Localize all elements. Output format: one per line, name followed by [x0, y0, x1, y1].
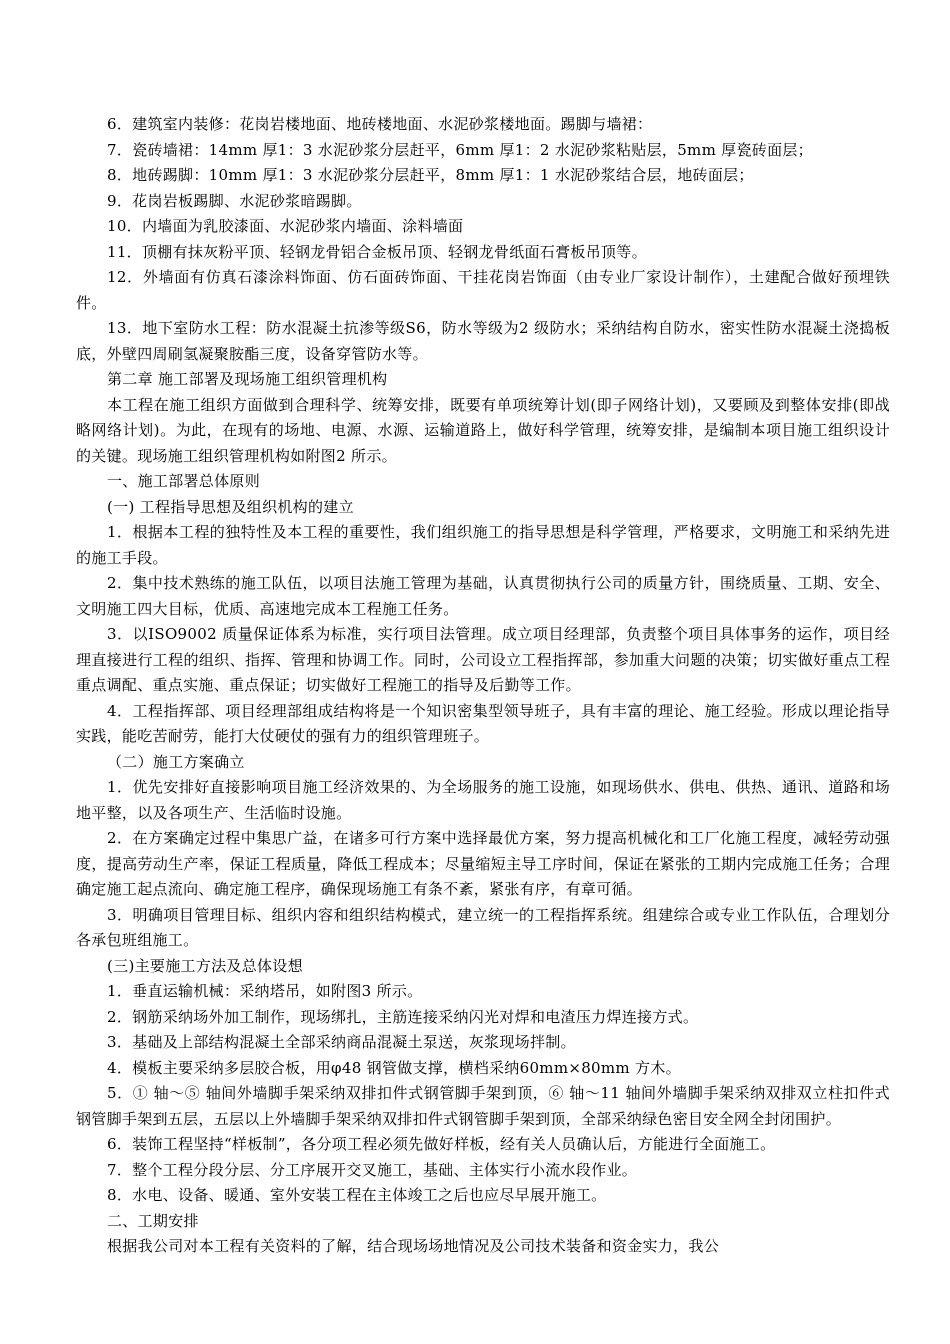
subsection-heading-1: (一) 工程指导思想及组织机构的建立 [107, 497, 354, 516]
list-item: 8．水电、设备、暖通、室外安装工程在主体竣工之后也应尽早展开施工。 [107, 1186, 607, 1204]
chapter-heading: 第二章 施工部署及现场施工组织管理机构 [107, 370, 388, 388]
list-item: 1．根据本工程的独特性及本工程的重要性，我们组织施工的指导思想是科学管理，严格要求，文明施工和采纳先进的施工手段。 [76, 523, 890, 567]
closing-paragraph: 根据我公司对本工程有关资料的了解，结合现场场地情况及公司技术装备和资金实力，我公 [107, 1237, 720, 1255]
list-item: 3．以ISO9002 质量保证体系为标准，实行项目法管理。成立项目经理部，负责整个项目具体事务的运作，项目经理直接进行工程的组织、指挥、管理和协调工作。同时，公司设立工程指挥部，参加重大问题的决策；切实做好重点工程重点调配、重点实施、重点保证；切实做好工程施工的指导及后勤等工作。 [76, 625, 890, 694]
paragraph-10: 10．内墙面为乳胶漆面、水泥砂浆内墙面、涂料墙面 [107, 217, 464, 235]
paragraph-7: 7．瓷砖墙裙：14mm 厚1：3 水泥砂浆分层赶平，6mm 厚1：2 水泥砂浆粘贴层，5mm 厚瓷砖面层； [107, 140, 813, 159]
paragraph-8: 8．地砖踢脚：10mm 厚1：3 水泥砂浆分层赶平，8mm 厚1：1 水泥砂浆结合层，地砖面层； [107, 166, 754, 184]
paragraph-11: 11．顶棚有抹灰粉平顶、轻钢龙骨铝合金板吊顶、轻钢龙骨纸面石膏板吊顶等。 [107, 242, 647, 261]
paragraph-9: 9．花岗岩板踢脚、水泥砂浆暗踢脚。 [107, 191, 362, 210]
section-heading-2: 二、工期安排 [107, 1211, 199, 1230]
subsection-heading-2: （二）施工方案确立 [107, 752, 245, 771]
chapter-intro: 本工程在施工组织方面做到合理科学、统筹安排，既要有单项统筹计划(即子网络计划)，又要顾及到整体安排(即战略网络计划)。为此，在现有的场地、电源、水源、运输道路上，做好科学管理，统筹安排，是编制本项目施工组织设计的关键。现场施工组织管理机构如附图2 所示。 [76, 395, 890, 465]
list-item: 1．垂直运输机械：采纳塔吊，如附图3 所示。 [107, 982, 423, 1000]
list-item: 3．基础及上部结构混凝土全部采纳商品混凝土泵送，灰浆现场拌制。 [107, 1033, 576, 1051]
list-item: 3．明确项目管理目标、组织内容和组织结构模式，建立统一的工程指挥系统。组建综合或专业工作队伍，合理划分各承包班组施工。 [76, 905, 890, 949]
list-item: 5．① 轴～⑤ 轴间外墙脚手架采纳双排扣件式钢管脚手架到顶，⑥ 轴～11 轴间外墙脚手架采纳双排双立柱扣件式钢管脚手架到五层，五层以上外墙脚手架采纳双排扣件式钢管脚手架到顶，全部采纳绿色密目安全网全封闭围护。 [76, 1084, 890, 1128]
section-heading-1: 一、施工部署总体原则 [107, 472, 261, 490]
list-item: 4．工程指挥部、项目经理部组成结构将是一个知识密集型领导班子，具有丰富的理论、施工经验。形成以理论指导实践，能吃苦耐劳，能打大仗硬仗的强有力的组织管理班子。 [76, 701, 890, 745]
list-item: 7．整个工程分段分层、分工序展开交叉施工，基础、主体实行小流水段作业。 [107, 1160, 638, 1179]
list-item: 1．优先安排好直接影响项目施工经济效果的、为全场服务的施工设施，如现场供水、供电、供热、通讯、道路和场地平整，以及各项生产、生活临时设施。 [76, 778, 890, 822]
list-item: 2．钢筋采纳场外加工制作，现场绑扎，主筋连接采纳闪光对焊和电渣压力焊连接方式。 [107, 1007, 699, 1026]
paragraph-12: 12．外墙面有仿真石漆涂料饰面、仿石面砖饰面、干挂花岗岩饰面（由专业厂家设计制作），土建配合做好预埋铁件。 [76, 268, 890, 312]
paragraph-6: 6．建筑室内装修：花岗岩楼地面、地砖楼地面、水泥砂浆楼地面。踢脚与墙裙： [107, 115, 653, 133]
list-item: 4．模板主要采纳多层胶合板，用φ48 钢管做支撑，横档采纳60mm×80mm 方木。 [107, 1058, 681, 1077]
list-item: 6．装饰工程坚持“样板制”，各分项工程必须先做好样板，经有关人员确认后，方能进行全面施工。 [107, 1135, 776, 1153]
subsection-heading-3: (三)主要施工方法及总体设想 [107, 956, 303, 975]
list-item: 2．在方案确定过程中集思广益，在诸多可行方案中选择最优方案，努力提高机械化和工厂化施工程度，减轻劳动强度，提高劳动生产率，保证工程质量，降低工程成本；尽量缩短主导工序时间，保证在紧张的工期内完成施工任务；合理确定施工起点流向、确定施工程序，确保现场施工有条不紊，紧张有序，有章可循。 [76, 829, 890, 898]
list-item: 2．集中技术熟练的施工队伍，以项目法施工管理为基础，认真贯彻执行公司的质量方针，围绕质量、工期、安全、文明施工四大目标，优质、高速地完成本工程施工任务。 [76, 574, 890, 618]
paragraph-13: 13．地下室防水工程：防水混凝土抗渗等级S6，防水等级为2 级防水；采纳结构自防水，密实性防水混凝土浇捣板底，外壁四周刷氢凝聚胺酯三度，设备穿管防水等。 [76, 319, 890, 363]
